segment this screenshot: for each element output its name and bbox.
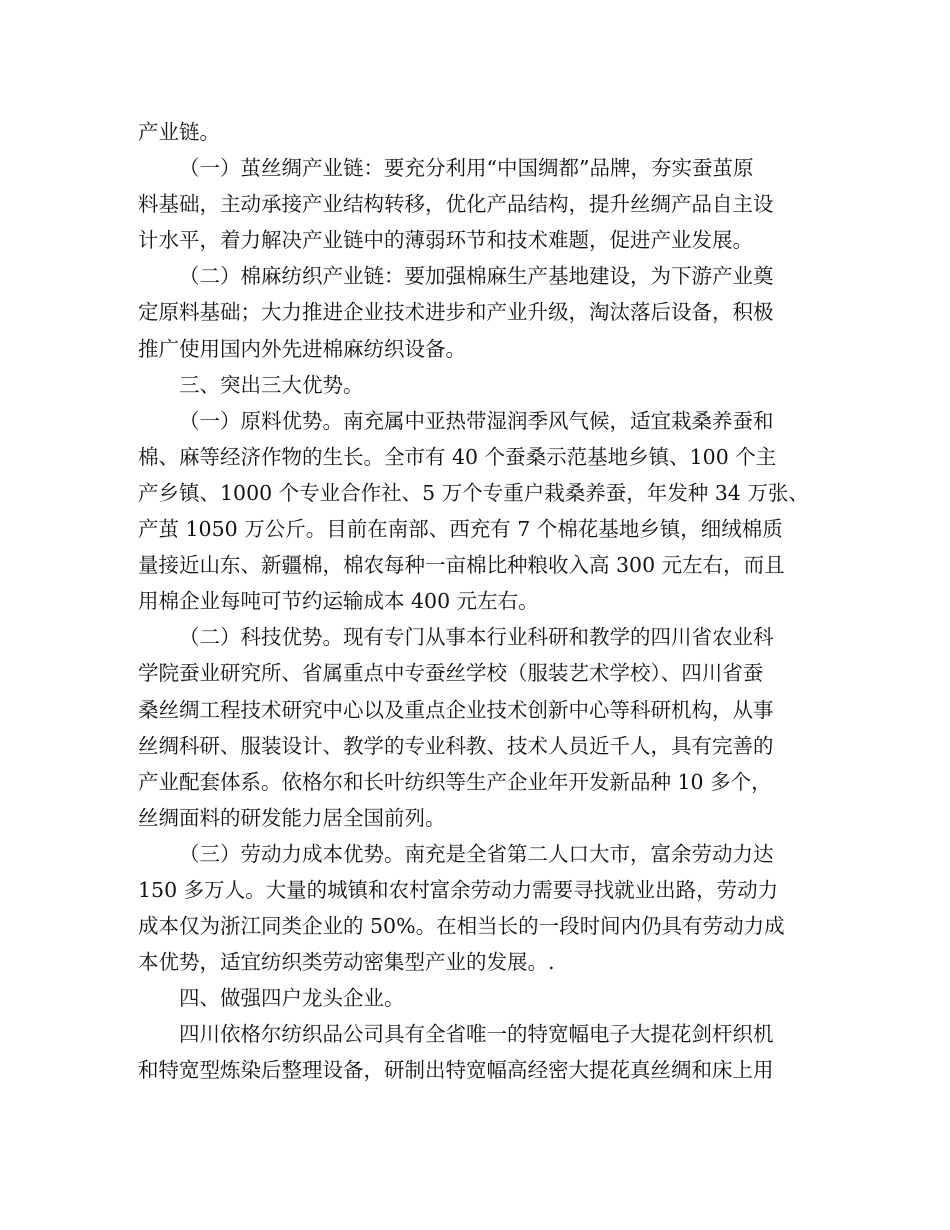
text-line: 产乡镇、1000 个专业合作社、5 万个专重户栽桑养蚕，年发种 34 万张、 [138, 480, 809, 505]
text-line: 四、做强四户龙头企业。 [179, 986, 405, 1011]
text-line: 学院蚕业研究所、省属重点中专蚕丝学校（服装艺术学校）、四川省蚕 [138, 661, 764, 686]
text-line: 桑丝绸工程技术研究中心以及重点企业技术创新中心等科研机构，从事 [138, 697, 774, 722]
text-line: 料基础，主动承接产业结构转移，优化产品结构，提升丝绸产品自主设 [138, 192, 774, 217]
text-line: 计水平，着力解决产业链中的薄弱环节和技术难题，促进产业发展。 [138, 228, 753, 253]
text-line: （二）科技优势。现有专门从事本行业科研和教学的四川省农业科 [179, 625, 774, 650]
text-line: 定原料基础；大力推进企业技术进步和产业升级，淘汰落后设备，积极 [138, 300, 774, 325]
text-line: 产茧 1050 万公斤。目前在南部、西充有 7 个棉花基地乡镇，细绒棉质 [138, 517, 783, 542]
document-body [138, 114, 818, 1089]
text-line: 用棉企业每吨可节约运输成本 400 元左右。 [138, 589, 539, 614]
text-line: （三）劳动力成本优势。南充是全省第二人口大市，富余劳动力达 [179, 841, 774, 866]
text-line: 和特宽型炼染后整理设备，研制出特宽幅高经密大提花真丝绸和床上用 [138, 1058, 774, 1083]
text-line: 棉、麻等经济作物的生长。全市有 40 个蚕桑示范基地乡镇、100 个主 [138, 444, 777, 469]
text-line: 量接近山东、新疆棉，棉农每种一亩棉比种粮收入高 300 元左右，而且 [138, 553, 785, 578]
text-line: 推广使用国内外先进棉麻纺织设备。 [138, 336, 466, 361]
text-line: 150 多万人。大量的城镇和农村富余劳动力需要寻找就业出路，劳动力 [138, 877, 779, 902]
text-line: （一）茧丝绸产业链：要充分利用“中国绸都”品牌，夯实蚕茧原 [179, 156, 754, 181]
text-line: 本优势，适宜纺织类劳动密集型产业的发展。. [138, 950, 555, 975]
text-line: （一）原料优势。南充属中亚热带湿润季风气候，适宜栽桑养蚕和 [179, 408, 774, 433]
text-line: 三、突出三大优势。 [179, 372, 364, 397]
text-line: 四川依格尔纺织品公司具有全省唯一的特宽幅电子大提花剑杆织机 [179, 1022, 774, 1047]
text-line: 产业配套体系。依格尔和长叶纺织等生产企业年开发新品种 10 多个， [138, 769, 772, 794]
text-line: 产业链。 [138, 120, 220, 144]
text-line: 丝绸科研、服装设计、教学的专业科教、技术人员近千人，具有完善的 [138, 733, 774, 758]
text-line: 丝绸面料的研发能力居全国前列。 [138, 805, 446, 830]
text-line: 成本仅为浙江同类企业的 50%。在相当长的一段时间内仍具有劳动力成 [138, 914, 785, 939]
text-line: （二）棉麻纺织产业链：要加强棉麻生产基地建设，为下游产业奠 [179, 264, 774, 289]
